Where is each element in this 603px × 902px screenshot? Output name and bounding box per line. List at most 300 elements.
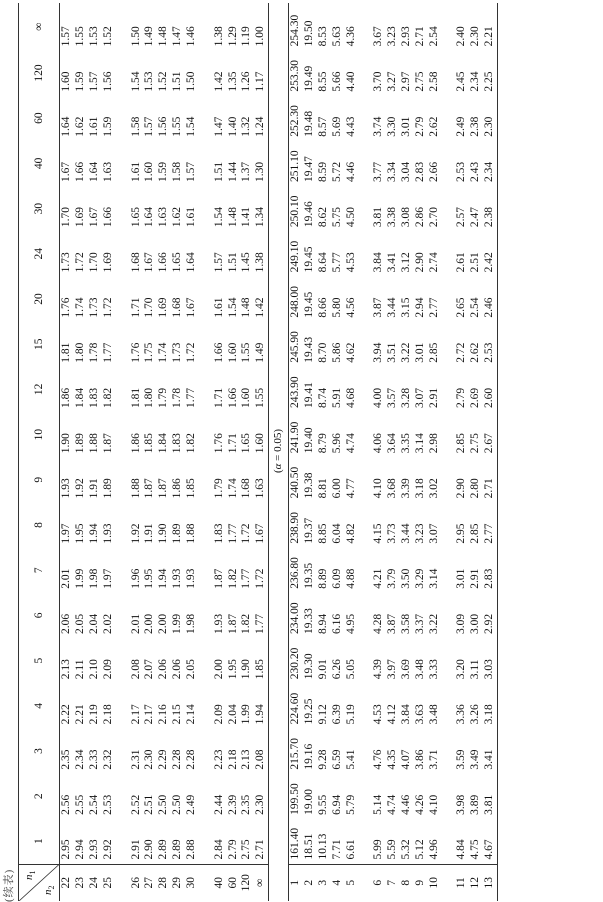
row-label-n2: 12 <box>469 864 483 901</box>
value-cell: 2.04 <box>88 613 101 634</box>
value-cell: 8.70 <box>316 342 329 363</box>
alpha-caption <box>268 3 288 901</box>
value-cell: 2.90 <box>455 478 468 499</box>
value-cell: 6.04 <box>330 523 343 544</box>
value-cell: 2.42 <box>483 231 497 276</box>
value-cell: 8.59 <box>316 161 329 182</box>
row-label-n2: 29 <box>171 864 185 901</box>
value-cell: 1.59 <box>157 161 170 182</box>
row-label-n2: 40 <box>212 864 226 901</box>
value-cell: 19.37 <box>303 517 316 544</box>
value-cell: 1.64 <box>143 207 156 228</box>
value-cell: 1.76 <box>60 297 73 318</box>
value-cell: 3.87 <box>372 297 385 318</box>
value-cell: 4.06 <box>372 433 385 454</box>
value-cell: 1.51 <box>171 71 184 92</box>
row-label-n2: 60 <box>226 864 240 901</box>
value-cell: 2.93 <box>88 839 101 860</box>
column-header: 12 <box>19 367 60 412</box>
value-cell: 6.94 <box>330 794 343 815</box>
value-cell: 2.04 <box>226 704 239 725</box>
value-cell: 236.80 <box>289 557 302 589</box>
column-header: 40 <box>19 141 60 186</box>
value-cell: 8.62 <box>316 207 329 228</box>
value-cell: 1.76 <box>129 342 142 363</box>
value-cell: 2.92 <box>483 593 497 638</box>
value-cell: 6.00 <box>330 478 343 499</box>
value-cell: 3.00 <box>469 613 482 634</box>
value-cell: 254.30 <box>289 14 302 47</box>
value-cell: 3.44 <box>400 523 413 544</box>
value-cell: 9.01 <box>316 659 329 680</box>
spacer-cell <box>116 3 130 864</box>
value-cell: 1.60 <box>240 387 253 408</box>
value-cell: 1.67 <box>60 161 73 182</box>
value-cell: 2.53 <box>102 794 115 815</box>
value-cell: 10.13 <box>316 833 329 860</box>
value-cell: 2.97 <box>400 71 413 92</box>
value-cell: 230.20 <box>289 647 302 680</box>
value-cell: 3.71 <box>427 749 440 770</box>
value-cell: 5.75 <box>330 207 343 228</box>
value-cell: 2.50 <box>171 794 184 815</box>
f-distribution-table <box>18 3 498 901</box>
value-cell: 8.89 <box>316 568 329 589</box>
value-cell: 3.84 <box>372 252 385 273</box>
table-row <box>288 3 302 901</box>
value-cell: 19.48 <box>303 110 316 137</box>
column-header: 7 <box>19 548 60 593</box>
value-cell: 2.34 <box>74 749 87 770</box>
value-cell: 2.38 <box>469 116 482 137</box>
value-cell: 1.47 <box>171 26 184 47</box>
column-header: ∞ <box>19 3 60 50</box>
value-cell: 3.87 <box>386 613 399 634</box>
value-cell: 1.29 <box>226 26 239 47</box>
value-cell: 4.28 <box>372 613 385 634</box>
value-cell: 8.55 <box>316 71 329 92</box>
row-label-n2: 5 <box>344 864 358 901</box>
value-cell: 1.65 <box>171 252 184 273</box>
value-cell: 1.82 <box>185 433 198 454</box>
value-cell: 224.60 <box>289 692 302 725</box>
value-cell: 1.77 <box>185 387 198 408</box>
value-cell: 9.55 <box>316 794 329 815</box>
table-row <box>483 3 497 901</box>
value-cell: 1.76 <box>212 433 225 454</box>
value-cell: 1.85 <box>185 478 198 499</box>
value-cell: 2.79 <box>226 839 239 860</box>
spacer-label-cell <box>358 864 372 901</box>
value-cell: 1.26 <box>240 71 253 92</box>
row-label-n2: 9 <box>413 864 427 901</box>
value-cell: 1.94 <box>157 568 170 589</box>
row-label-n2: 25 <box>102 864 116 901</box>
value-cell: 2.47 <box>469 207 482 228</box>
value-cell: 1.86 <box>129 433 142 454</box>
value-cell: 1.60 <box>226 342 239 363</box>
value-cell: 5.80 <box>330 297 343 318</box>
value-cell: 253.30 <box>289 59 302 92</box>
value-cell: 8.94 <box>316 613 329 634</box>
value-cell: 1.57 <box>60 26 73 47</box>
value-cell: 3.27 <box>386 71 399 92</box>
value-cell: 3.37 <box>413 613 426 634</box>
table-row <box>455 3 469 901</box>
value-cell: 1.66 <box>226 387 239 408</box>
value-cell: 1.81 <box>129 387 142 408</box>
value-cell: 4.46 <box>344 161 357 182</box>
value-cell: 19.33 <box>303 608 316 634</box>
value-cell: 4.46 <box>400 794 413 815</box>
value-cell: 4.12 <box>386 704 399 725</box>
value-cell: 3.04 <box>400 161 413 182</box>
value-cell: 5.86 <box>330 342 343 363</box>
value-cell: 1.66 <box>212 342 225 363</box>
value-cell: 1.59 <box>102 116 115 137</box>
value-cell: 2.13 <box>60 659 73 680</box>
value-cell: 4.26 <box>413 794 426 815</box>
value-cell: 4.67 <box>483 819 497 864</box>
value-cell: 1.67 <box>88 207 101 228</box>
value-cell: 1.87 <box>102 433 115 454</box>
table-row <box>372 3 386 901</box>
value-cell: 3.74 <box>372 116 385 137</box>
value-cell: 1.72 <box>102 297 115 318</box>
value-cell: 3.50 <box>400 568 413 589</box>
value-cell: 1.78 <box>88 342 101 363</box>
table-row <box>386 3 400 901</box>
value-cell: 19.41 <box>303 382 316 408</box>
value-cell: 1.50 <box>185 71 198 92</box>
value-cell: 1.45 <box>240 252 253 273</box>
value-cell: 1.95 <box>226 659 239 680</box>
value-cell: 5.14 <box>372 794 385 815</box>
value-cell: 1.94 <box>254 704 267 725</box>
value-cell: 3.22 <box>400 342 413 363</box>
value-cell: 2.61 <box>455 252 468 273</box>
value-cell: 2.86 <box>413 207 426 228</box>
value-cell: 3.18 <box>483 683 497 728</box>
row-label-n2: 6 <box>372 864 386 901</box>
value-cell: 1.91 <box>88 478 101 499</box>
value-cell: 2.66 <box>427 161 440 182</box>
value-cell: 2.16 <box>157 704 170 725</box>
value-cell: 1.98 <box>88 568 101 589</box>
value-cell: 6.26 <box>330 659 343 680</box>
value-cell: 9.12 <box>316 704 329 725</box>
spacer-cell <box>441 3 455 864</box>
alpha-caption-row <box>268 3 288 901</box>
value-cell: 2.38 <box>483 186 497 231</box>
value-cell: 4.53 <box>344 252 357 273</box>
value-cell: 19.47 <box>303 156 316 182</box>
value-cell: 1.74 <box>157 342 170 363</box>
value-cell: 1.74 <box>226 478 239 499</box>
value-cell: 19.00 <box>303 788 316 815</box>
value-cell: 1.41 <box>240 207 253 228</box>
row-label-n2: 1 <box>288 864 302 901</box>
value-cell: 1.49 <box>254 342 267 363</box>
value-cell: 1.77 <box>226 523 239 544</box>
value-cell: 3.59 <box>455 749 468 770</box>
table-row <box>344 3 358 901</box>
value-cell: 1.69 <box>74 207 87 228</box>
row-label-n2: 2 <box>303 864 317 901</box>
value-cell: 161.40 <box>289 827 302 860</box>
value-cell: 19.50 <box>303 20 316 47</box>
value-cell: 1.98 <box>185 613 198 634</box>
value-cell: 3.14 <box>413 433 426 454</box>
value-cell: 1.61 <box>212 297 225 318</box>
value-cell: 1.58 <box>171 161 184 182</box>
value-cell: 5.99 <box>372 839 385 860</box>
value-cell: 1.89 <box>171 523 184 544</box>
value-cell: 3.69 <box>400 659 413 680</box>
value-cell: 1.38 <box>212 26 225 47</box>
value-cell: 1.55 <box>74 26 87 47</box>
value-cell: 2.33 <box>88 749 101 770</box>
value-cell: 2.18 <box>226 749 239 770</box>
value-cell: 3.35 <box>400 433 413 454</box>
value-cell: 19.16 <box>303 743 316 770</box>
value-cell: 1.42 <box>212 71 225 92</box>
column-header: 20 <box>19 276 60 321</box>
value-cell: 1.85 <box>143 433 156 454</box>
value-cell: 2.05 <box>74 613 87 634</box>
alpha-caption-value: = 0.05) <box>272 428 285 464</box>
header-corner-cell <box>19 864 60 901</box>
value-cell: 2.43 <box>469 161 482 182</box>
value-cell: 2.62 <box>469 342 482 363</box>
value-cell: 3.67 <box>372 26 385 47</box>
value-cell: 4.56 <box>344 297 357 318</box>
value-cell: 1.87 <box>157 478 170 499</box>
value-cell: 1.30 <box>254 161 267 182</box>
value-cell: 1.64 <box>60 116 73 137</box>
value-cell: 1.65 <box>240 433 253 454</box>
value-cell: 3.44 <box>386 297 399 318</box>
value-cell: 1.72 <box>185 342 198 363</box>
value-cell: 2.91 <box>427 387 440 408</box>
value-cell: 249.10 <box>289 240 302 273</box>
value-cell: 2.09 <box>102 659 115 680</box>
value-cell: 2.25 <box>483 50 497 95</box>
value-cell: 1.48 <box>226 207 239 228</box>
value-cell: 4.53 <box>372 704 385 725</box>
value-cell: 3.14 <box>427 568 440 589</box>
value-cell: 2.14 <box>185 704 198 725</box>
value-cell: 4.43 <box>344 116 357 137</box>
value-cell: 3.41 <box>386 252 399 273</box>
value-cell: 4.07 <box>400 749 413 770</box>
value-cell: 4.10 <box>372 478 385 499</box>
value-cell: 2.83 <box>413 161 426 182</box>
value-cell: 1.84 <box>157 433 170 454</box>
column-header: 120 <box>19 50 60 95</box>
value-cell: 1.86 <box>171 478 184 499</box>
value-cell: 3.12 <box>400 252 413 273</box>
value-cell: 2.65 <box>455 297 468 318</box>
value-cell: 3.97 <box>386 659 399 680</box>
value-cell: 1.24 <box>254 116 267 137</box>
value-cell: 19.25 <box>303 698 316 725</box>
value-cell: 1.60 <box>254 433 267 454</box>
value-cell: 1.82 <box>240 613 253 634</box>
value-cell: 1.99 <box>240 704 253 725</box>
value-cell: 1.70 <box>60 207 73 228</box>
value-cell: 5.63 <box>330 26 343 47</box>
value-cell: 2.34 <box>469 71 482 92</box>
value-cell: 7.71 <box>330 839 343 860</box>
row-label-n2: 23 <box>74 864 88 901</box>
value-cell: 1.66 <box>157 252 170 273</box>
value-cell: 4.75 <box>469 839 482 860</box>
value-cell: 2.98 <box>427 433 440 454</box>
value-cell: 2.17 <box>129 704 142 725</box>
table-row <box>74 3 88 901</box>
table-row <box>469 3 483 901</box>
value-cell: 2.52 <box>129 794 142 815</box>
table-row <box>303 3 317 901</box>
value-cell: 5.79 <box>344 794 357 815</box>
header-row <box>19 3 60 901</box>
value-cell: 2.31 <box>129 749 142 770</box>
value-cell: 2.53 <box>455 161 468 182</box>
row-label-n2: 10 <box>427 864 441 901</box>
value-cell: 3.09 <box>455 613 468 634</box>
value-cell: 2.51 <box>469 252 482 273</box>
value-cell: 2.01 <box>129 613 142 634</box>
value-cell: 1.89 <box>74 433 87 454</box>
value-cell: 1.68 <box>171 297 184 318</box>
value-cell: 3.01 <box>413 342 426 363</box>
value-cell: 6.61 <box>344 839 357 860</box>
value-cell: 2.62 <box>427 116 440 137</box>
value-cell: 2.83 <box>483 548 497 593</box>
value-cell: 1.79 <box>157 387 170 408</box>
spacer-cell <box>358 3 372 864</box>
value-cell: 2.02 <box>102 613 115 634</box>
value-cell: 1.90 <box>240 659 253 680</box>
row-label-n2: 24 <box>88 864 102 901</box>
row-label-n2: 30 <box>185 864 199 901</box>
value-cell: 1.85 <box>254 659 267 680</box>
value-cell: 3.94 <box>372 342 385 363</box>
value-cell: 1.92 <box>74 478 87 499</box>
table-row <box>102 3 116 901</box>
value-cell: 1.77 <box>254 613 267 634</box>
value-cell: 4.77 <box>344 478 357 499</box>
value-cell: 5.66 <box>330 71 343 92</box>
n2-subscript: 2 <box>47 885 56 890</box>
table-row <box>129 3 143 901</box>
value-cell: 4.76 <box>372 749 385 770</box>
value-cell: 3.81 <box>483 774 497 819</box>
value-cell: 2.89 <box>171 839 184 860</box>
value-cell: 1.93 <box>212 613 225 634</box>
value-cell: 1.57 <box>185 161 198 182</box>
value-cell: 248.00 <box>289 285 302 318</box>
value-cell: 2.00 <box>212 659 225 680</box>
row-label-n2: 7 <box>386 864 400 901</box>
table-row <box>427 3 441 901</box>
value-cell: 2.94 <box>413 297 426 318</box>
value-cell: 2.72 <box>455 342 468 363</box>
value-cell: 1.62 <box>74 116 87 137</box>
value-cell: 1.67 <box>185 297 198 318</box>
value-cell: 1.66 <box>74 161 87 182</box>
value-cell: 1.51 <box>226 252 239 273</box>
value-cell: 2.70 <box>427 207 440 228</box>
value-cell: 1.46 <box>185 26 198 47</box>
row-label-n2: 120 <box>240 864 254 901</box>
value-cell: 1.62 <box>171 207 184 228</box>
value-cell: 3.63 <box>413 704 426 725</box>
value-cell: 1.87 <box>226 613 239 634</box>
value-cell: 8.79 <box>316 433 329 454</box>
group-spacer <box>116 3 130 901</box>
value-cell: 4.95 <box>344 613 357 634</box>
value-cell: 3.86 <box>413 749 426 770</box>
value-cell: 1.83 <box>171 433 184 454</box>
value-cell: 2.54 <box>469 297 482 318</box>
value-cell: 2.51 <box>143 794 156 815</box>
alpha-caption-open: ( <box>272 469 285 474</box>
row-label-n2: 26 <box>129 864 143 901</box>
value-cell: 2.17 <box>143 704 156 725</box>
n1-letter: n <box>23 874 35 881</box>
value-cell: 1.71 <box>226 433 239 454</box>
value-cell: 18.51 <box>303 833 316 860</box>
value-cell: 2.56 <box>60 794 73 815</box>
value-cell: 3.26 <box>469 704 482 725</box>
value-cell: 3.41 <box>483 728 497 773</box>
value-cell: 2.75 <box>240 839 253 860</box>
value-cell: 245.90 <box>289 331 302 363</box>
value-cell: 1.61 <box>185 207 198 228</box>
value-cell: 1.73 <box>60 252 73 273</box>
value-cell: 1.99 <box>171 613 184 634</box>
value-cell: 1.57 <box>88 71 101 92</box>
value-cell: 1.73 <box>88 297 101 318</box>
value-cell: 3.84 <box>400 704 413 725</box>
table-row <box>212 3 226 901</box>
value-cell: 2.21 <box>74 704 87 725</box>
value-cell: 2.23 <box>212 749 225 770</box>
spacer-label-cell <box>199 864 213 901</box>
table-row <box>60 3 74 901</box>
group-spacer <box>358 3 372 901</box>
table-row <box>254 3 268 901</box>
value-cell: 3.07 <box>427 523 440 544</box>
value-cell: 2.06 <box>157 659 170 680</box>
value-cell: 2.77 <box>483 502 497 547</box>
value-cell: 3.23 <box>386 26 399 47</box>
value-cell: 3.48 <box>413 659 426 680</box>
value-cell: 2.30 <box>483 96 497 141</box>
value-cell: 3.49 <box>469 749 482 770</box>
value-cell: 2.54 <box>427 26 440 47</box>
value-cell: 4.88 <box>344 568 357 589</box>
value-cell: 2.85 <box>427 342 440 363</box>
value-cell: 1.99 <box>74 568 87 589</box>
value-cell: 19.40 <box>303 427 316 454</box>
value-cell: 3.79 <box>386 568 399 589</box>
table-row <box>317 3 331 901</box>
value-cell: 19.45 <box>303 246 316 273</box>
value-cell: 1.55 <box>240 342 253 363</box>
